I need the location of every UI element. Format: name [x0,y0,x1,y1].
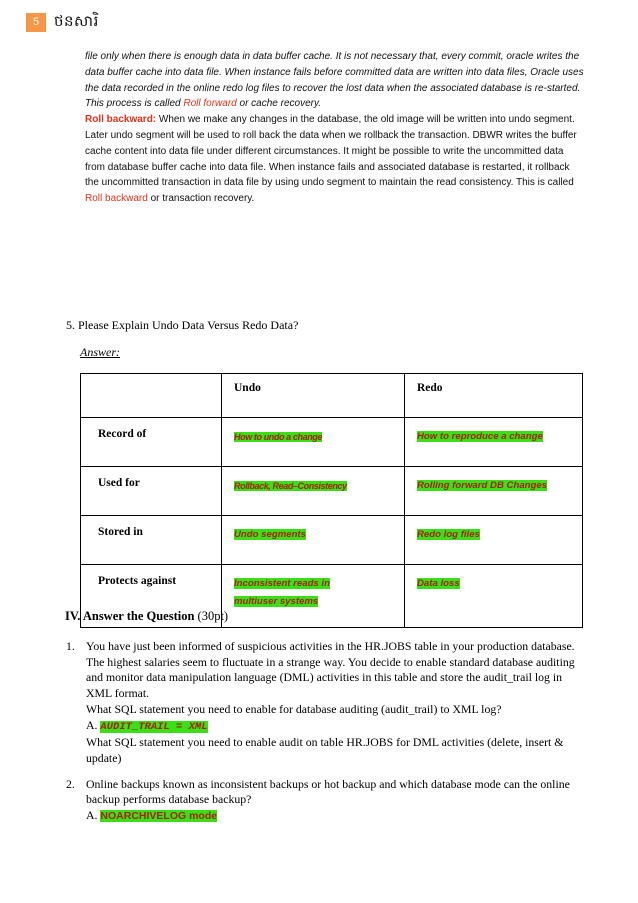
redo-value: Redo log files [417,529,480,540]
roll-forward-term: Roll forward [183,98,237,110]
row-label: Protects against [81,565,222,628]
roll-backward-text: When we make any changes in the database, the old image will be written into undo segment. Later undo segment will be used to roll back the data when we rollback the transaction. DBWR writes the buffer cache content into data file under different circumstances. It might be possible to write the uncommitted data from database buffer cache into data file. When instance fails and associated database is restarted, it rollback the uncommitted transaction in data file by using undo segment to maintain the read consistency. This is called [85,114,577,189]
header-title: ថ​នសារិ [54,12,99,30]
answer-prefix: A. [86,808,98,823]
page-number: 5 [26,13,46,32]
question-number: 2. [66,776,75,791]
question-subtext: What SQL statement you need to enable audit on table HR.JOBS for DML activities (delete, insert & update) [86,735,564,765]
section-title: IV. Answer the Question [65,609,195,623]
answer-value: NOARCHIVELOG mode [100,810,218,823]
redo-value: Rolling forward DB Changes [417,480,548,491]
question-text: Online backups known as inconsistent backups or hot backup and which database mode can the online backup performs database backup? [86,776,570,807]
table-row [81,418,583,467]
row-label: Used for [81,467,222,516]
undo-redo-table [80,373,583,628]
undo-value: Rollback, Read–Consistency [234,481,347,491]
undo-value: How to undo a change [234,432,322,442]
row-label: Stored in [81,516,222,565]
header-cell-undo: Undo [222,374,405,418]
undo-value: Inconsistent reads in [234,578,330,589]
header-cell-blank [81,374,222,418]
undo-value: Undo segments [234,529,306,540]
table-row [81,467,583,516]
header-cell-redo: Redo [405,374,583,418]
redo-value: Data loss [417,578,460,589]
recovery-notes [85,49,585,207]
question-list [66,639,586,825]
table-header-row [81,374,583,418]
answer-prefix: A. [86,717,98,732]
section-heading [65,609,228,624]
undo-value-cont: multiuser systems [234,596,319,607]
roll-forward-text: file only when there is enough data in data buffer cache. It is not necessary that, every commit, oracle writes the data buffer cache into data file. When instance fails before committed data are written into data files, Oracle uses the data recorded in the online redo log files to recover the lost data when the associated database is re-started. This process is called [85,51,584,110]
question-text: You have just been informed of suspicious activities in the HR.JOBS table in your production database. The highest salaries seem to fluctuate in a strange way. You decide to enable standard database auditing and monitor data manipulation language (DML) activities in this table and store the audit_trail log in XML format. [86,639,575,701]
list-item [66,777,586,825]
question-subtext: What SQL statement you need to enable for database auditing (audit_trail) to XML log? [86,701,502,716]
redo-value: How to reproduce a change [417,431,543,442]
roll-backward-tail: or transaction recovery. [150,193,255,205]
answer-label: Answer: [80,345,120,359]
roll-backward-label: Roll backward: [85,114,157,126]
row-label: Record of [81,418,222,467]
list-item [66,639,586,767]
question-number: 1. [66,639,75,653]
question-5: 5. Please Explain Undo Data Versus Redo Data? [66,318,299,332]
table-row [81,516,583,565]
roll-forward-tail: or cache recovery. [239,98,322,110]
roll-backward-term: Roll backward [85,193,148,205]
answer-value: AUDIT_TRAIL = XML [100,720,208,733]
section-points: (30pt) [197,609,229,623]
